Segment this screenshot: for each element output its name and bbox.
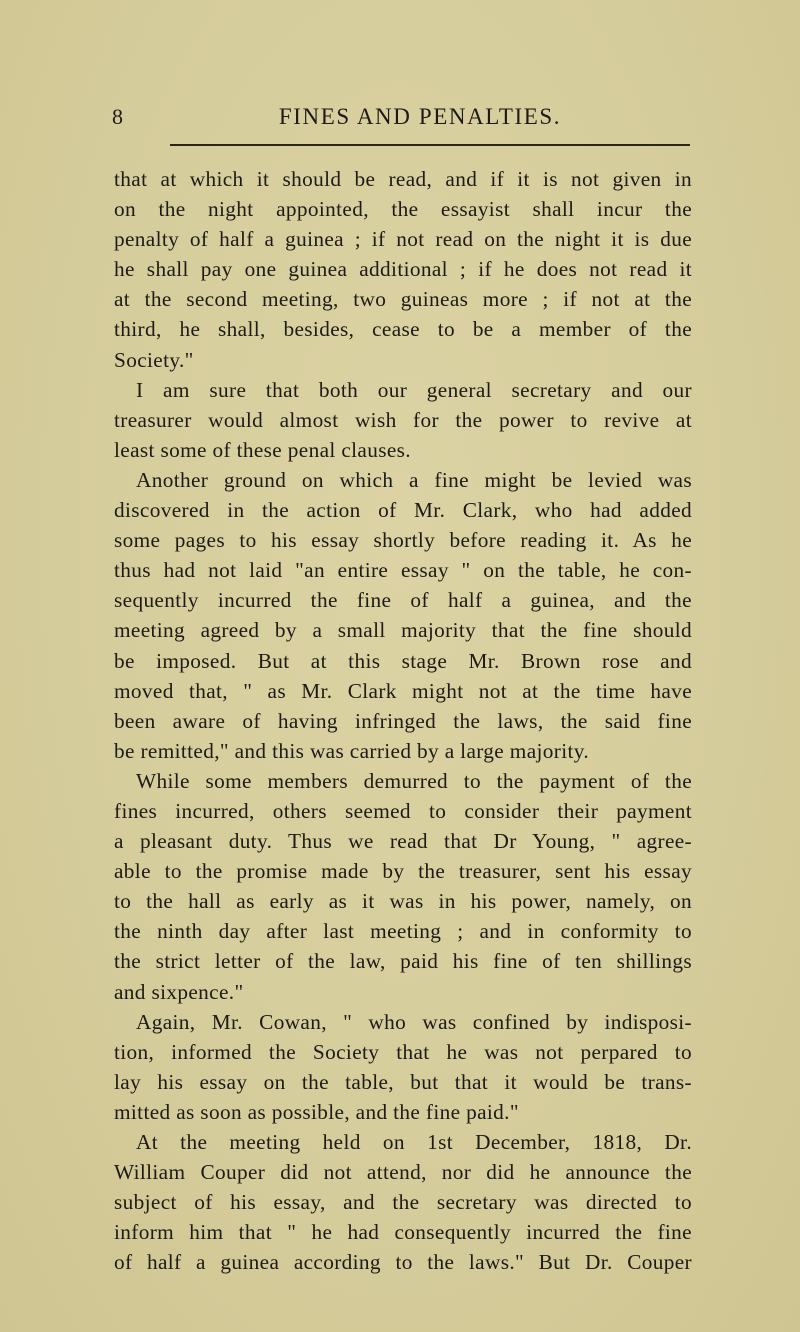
text-line: mitted as soon as possible, and the fine paid." [114, 1099, 519, 1124]
text-line: some pages to his essay shortly before reading it. As he [114, 528, 692, 553]
text-line: While some members demurred to the payment of the [136, 768, 692, 793]
text-line: sequently incurred the fine of half a guinea, and the [114, 588, 692, 613]
text-line: be remitted," and this was carried by a large majority. [114, 738, 590, 763]
text-line: moved that, " as Mr. Clark might not at the time have [114, 678, 692, 703]
text-line: to the hall as early as it was in his power, namely, on [114, 889, 692, 914]
text-line: fines incurred, others seemed to consider their payment [114, 798, 692, 823]
text-line: treasurer would almost wish for the power to revive at [114, 407, 692, 432]
text-line: meeting agreed by a small majority that the fine should [114, 618, 692, 643]
page-number: 8 [112, 104, 124, 129]
text-line: At the meeting held on 1st December, 1818, Dr. [136, 1130, 692, 1154]
text-line: inform him that " he had consequently incurred the fine [114, 1220, 692, 1245]
text-line: of half a guinea according to the laws." But Dr. Couper [114, 1250, 692, 1275]
text-line: and sixpence." [114, 979, 244, 1004]
text-line: penalty of half a guinea ; if not read on the night it is due [114, 227, 692, 252]
text-line: Again, Mr. Cowan, " who was confined by indisposi- [136, 1009, 692, 1034]
text-line: he shall pay one guinea additional ; if he does not read it [114, 257, 692, 282]
text-line: the strict letter of the law, paid his fine of ten shillings [114, 949, 692, 974]
text-line: at the second meeting, two guineas more ; if not at the [114, 287, 692, 312]
text-line: Society." [114, 347, 194, 372]
header-rule [170, 144, 690, 146]
text-line: a pleasant duty. Thus we read that Dr Young, " agree- [114, 829, 692, 854]
text-line: been aware of having infringed the laws, the said fine [114, 708, 692, 733]
text-line: I am sure that both our general secretary and our [136, 377, 692, 402]
text-line: on the night appointed, the essayist shall incur the [114, 197, 692, 222]
text-line: lay his essay on the table, but that it would be trans- [114, 1069, 692, 1094]
body-text [114, 164, 692, 1277]
text-line: that at which it should be read, and if it is not given in [114, 167, 692, 191]
text-line: third, he shall, besides, cease to be a member of the [114, 317, 692, 342]
running-title: FINES AND PENALTIES. [278, 104, 562, 129]
text-line: least some of these penal clauses. [114, 437, 411, 462]
text-line: William Couper did not attend, nor did he announce the [114, 1160, 692, 1185]
text-line: discovered in the action of Mr. Clark, who had added [114, 498, 692, 523]
text-line: thus had not laid "an entire essay " on the table, he con- [114, 558, 692, 583]
text-line: subject of his essay, and the secretary was directed to [114, 1190, 692, 1215]
text-line: Another ground on which a fine might be levied was [136, 467, 692, 492]
text-line: able to the promise made by the treasurer, sent his essay [114, 859, 692, 884]
text-line: the ninth day after last meeting ; and in conformity to [114, 919, 692, 944]
text-line: tion, informed the Society that he was not perpared to [114, 1039, 692, 1064]
text-line: be imposed. But at this stage Mr. Brown rose and [114, 648, 692, 673]
